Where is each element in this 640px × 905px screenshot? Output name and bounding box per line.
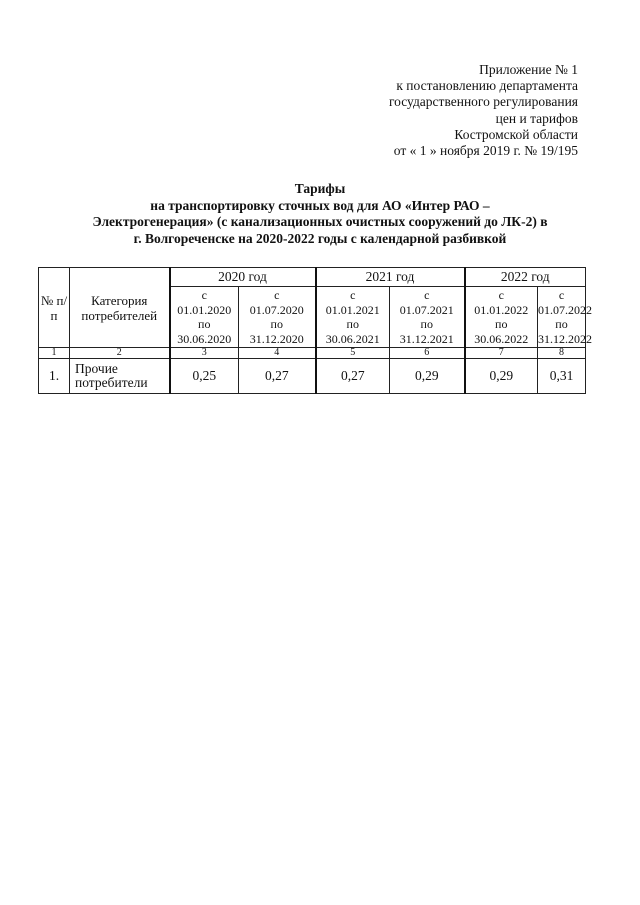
period-to-word: по xyxy=(198,317,211,331)
column-number: 3 xyxy=(170,348,239,359)
period-from-date: 01.07.2022 xyxy=(538,302,592,317)
tariff-value: 0,29 xyxy=(390,359,465,394)
period-cell xyxy=(316,287,390,348)
header-num-cell: № п/п xyxy=(39,268,70,348)
period-to-date: 31.12.2020 xyxy=(249,331,304,346)
tariff-value: 0,25 xyxy=(170,359,239,394)
period-cell xyxy=(239,287,316,348)
period-from-word: с xyxy=(350,288,356,302)
period-cell xyxy=(465,287,538,348)
tariff-table xyxy=(38,267,592,394)
tariff-value: 0,27 xyxy=(239,359,316,394)
period-to-word: по xyxy=(555,317,568,331)
column-number: 7 xyxy=(465,348,538,359)
appendix-line-1: Приложение № 1 xyxy=(479,62,578,77)
period-from-word: с xyxy=(498,288,504,302)
period-from-word: с xyxy=(558,288,565,302)
period-to-date: 31.12.2022 xyxy=(538,331,592,346)
appendix-line-3: государственного регулирования xyxy=(388,94,578,110)
title-line-3: Электрогенерация» (с канализационных очистных сооружений до ЛК-2) в xyxy=(92,214,548,229)
table-row xyxy=(39,359,586,394)
year-header-2020: 2020 год xyxy=(170,268,316,287)
period-to-date: 30.06.2022 xyxy=(474,331,529,346)
period-cell xyxy=(170,287,239,348)
tariff-value: 0,27 xyxy=(316,359,390,394)
tariff-value: 0,31 xyxy=(538,359,586,394)
column-number: 4 xyxy=(239,348,316,359)
period-to-word: по xyxy=(346,317,359,331)
period-to-date: 30.06.2020 xyxy=(177,331,232,346)
period-to-word: по xyxy=(270,317,283,331)
year-header-2022: 2022 год xyxy=(465,268,586,287)
year-header-2021: 2021 год xyxy=(316,268,465,287)
column-number: 5 xyxy=(316,348,390,359)
title-line-1: Тарифы xyxy=(294,181,346,196)
period-from-word: с xyxy=(201,288,207,302)
tariff-value: 0,29 xyxy=(465,359,538,394)
header-category-cell: Категория потребителей xyxy=(70,268,170,348)
period-cell xyxy=(390,287,465,348)
period-to-word: по xyxy=(495,317,508,331)
column-number: 8 xyxy=(538,348,586,359)
title-line-4: г. Волгореченске на 2020-2022 годы с календарной разбивкой xyxy=(133,230,507,246)
row-category: Прочие потребители xyxy=(70,359,170,394)
period-to-word: по xyxy=(420,317,433,331)
appendix-line-5: Костромской области xyxy=(454,126,578,142)
period-from-date: 01.01.2020 xyxy=(177,302,232,317)
period-cell xyxy=(538,287,592,348)
period-from-date: 01.01.2021 xyxy=(325,302,380,317)
appendix-line-4: цен и тарифов xyxy=(495,110,578,126)
period-from-date: 01.07.2020 xyxy=(249,302,304,317)
column-number: 6 xyxy=(390,348,465,359)
row-number: 1. xyxy=(39,359,70,394)
appendix-line-6: от « 1 » ноября 2019 г. № 19/195 xyxy=(393,143,578,159)
period-from-date: 01.07.2021 xyxy=(399,302,454,317)
period-from-date: 01.01.2022 xyxy=(474,302,529,317)
period-from-word: с xyxy=(424,288,430,302)
column-number: 1 xyxy=(39,348,70,359)
period-to-date: 31.12.2021 xyxy=(399,331,454,346)
document-title xyxy=(40,181,600,247)
appendix-block xyxy=(320,62,578,159)
title-line-2: на транспортировку сточных вод для АО «Интер РАО – xyxy=(150,197,490,213)
period-to-date: 30.06.2021 xyxy=(325,331,380,346)
appendix-line-2: к постановлению департамента xyxy=(396,78,578,94)
period-from-word: с xyxy=(274,288,280,302)
column-number: 2 xyxy=(70,348,170,359)
